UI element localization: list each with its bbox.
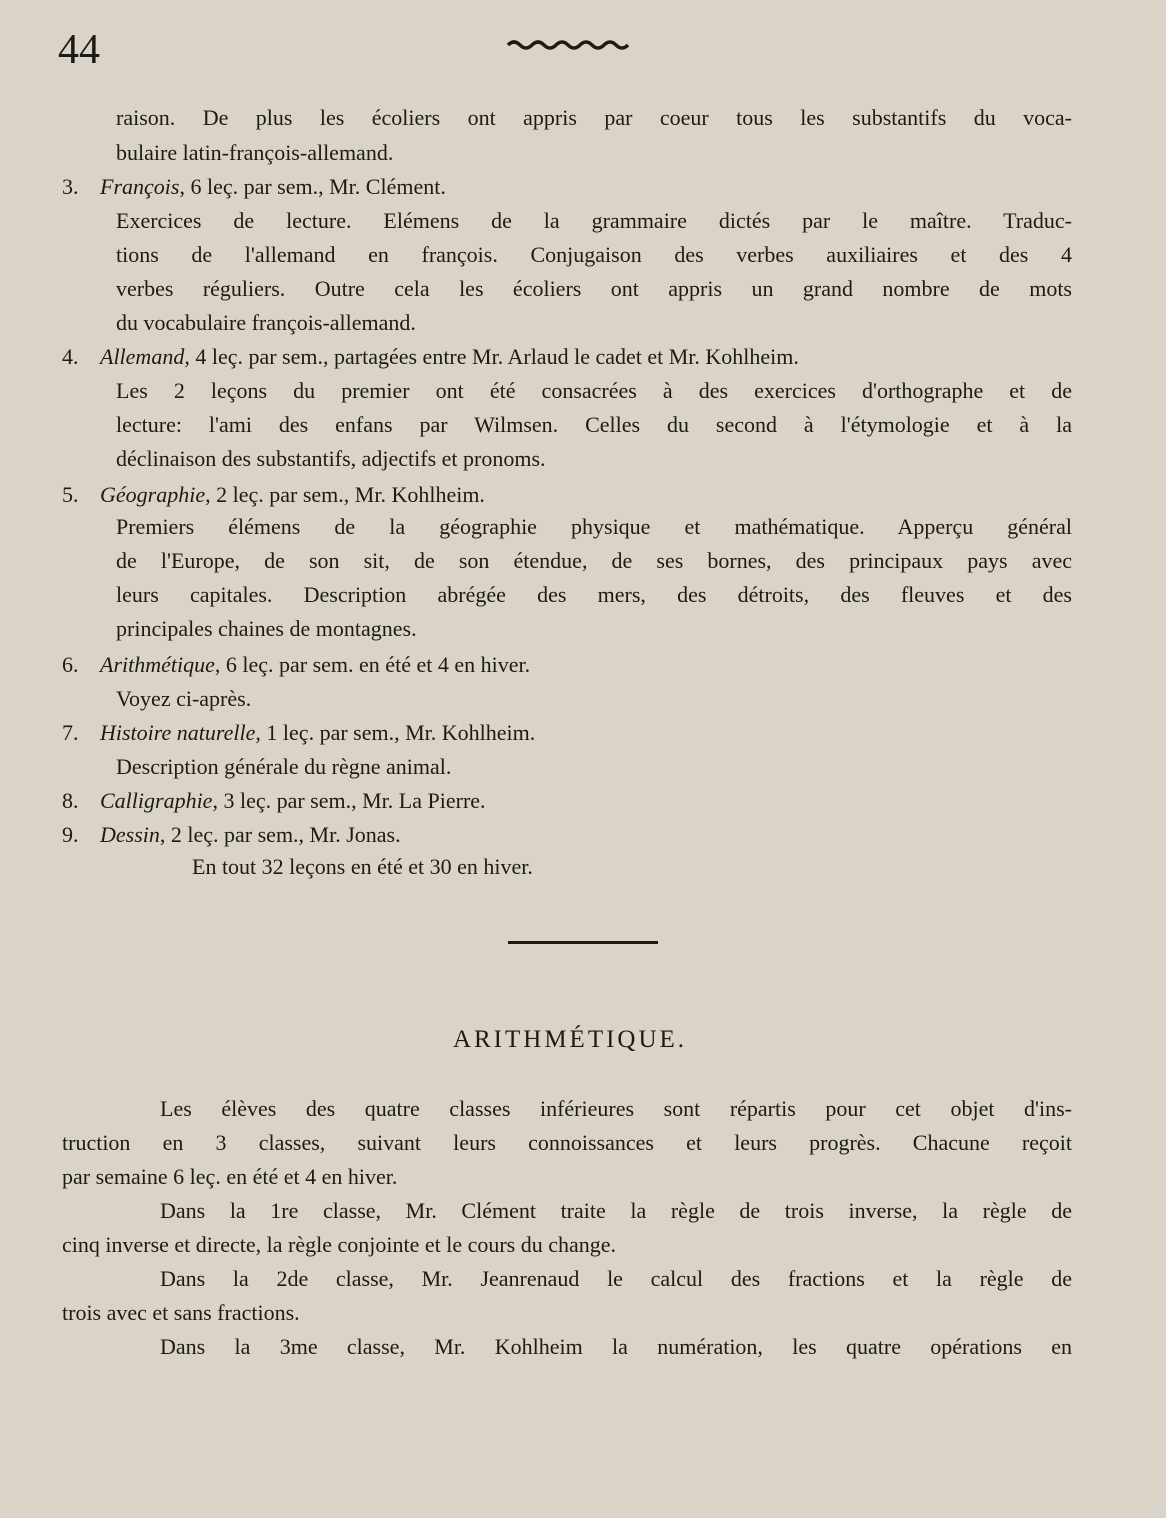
text-line: truction en 3 classes, suivant leurs connoissances et leurs progrès. Chacune reçoit xyxy=(62,1130,1072,1155)
item-details: , 4 leç. par sem., partagées entre Mr. Arlaud le cadet et Mr. Kohlheim. xyxy=(184,344,799,369)
list-item xyxy=(62,786,486,816)
text-line: par semaine 6 leç. en été et 4 en hiver. xyxy=(62,1164,398,1189)
item-subject: Dessin xyxy=(100,822,160,847)
text-line: verbes réguliers. Outre cela les écoliers ont appris un grand nombre de mots xyxy=(116,276,1072,301)
item-subject: Géographie xyxy=(100,482,206,507)
item-number: 7. xyxy=(62,720,79,745)
text-line: bulaire latin-françois-allemand. xyxy=(116,140,394,165)
item-number: 3. xyxy=(62,174,79,199)
item-number: 6. xyxy=(62,652,79,677)
text-line: leurs capitales. Description abrégée des mers, des détroits, des fleuves et des xyxy=(116,582,1072,607)
list-item xyxy=(62,650,530,680)
text-line: Dans la 2de classe, Mr. Jeanrenaud le calcul des fractions et la règle de xyxy=(160,1266,1072,1291)
text-line: de l'Europe, de son sit, de son étendue, de ses bornes, des principaux pays avec xyxy=(116,548,1072,573)
page-number: 44 xyxy=(58,27,100,73)
text-line: Dans la 1re classe, Mr. Clément traite la règle de trois inverse, la règle de xyxy=(160,1198,1072,1223)
item-subject: François xyxy=(100,174,180,199)
list-item xyxy=(62,820,401,850)
item-number: 9. xyxy=(62,822,79,847)
text-line: Exercices de lecture. Elémens de la grammaire dictés par le maître. Traduc- xyxy=(116,208,1072,233)
item-number: 5. xyxy=(62,482,79,507)
item-subject: Arithmétique xyxy=(100,652,215,677)
list-item xyxy=(62,480,485,510)
text-line: En tout 32 leçons en été et 30 en hiver. xyxy=(192,854,533,879)
text-line: du vocabulaire françois-allemand. xyxy=(116,310,416,335)
item-details: , 2 leç. par sem., Mr. Jonas. xyxy=(159,822,401,847)
item-subject: Allemand xyxy=(100,344,185,369)
list-item xyxy=(62,342,1072,372)
list-item xyxy=(62,172,446,202)
section-divider xyxy=(508,941,658,944)
text-line: Dans la 3me classe, Mr. Kohlheim la numération, les quatre opérations en xyxy=(160,1334,1072,1359)
text-line: déclinaison des substantifs, adjectifs et pronoms. xyxy=(116,446,546,471)
text-line: Premiers élémens de la géographie physique et mathématique. Apperçu général xyxy=(116,514,1072,539)
text-line: Description générale du règne animal. xyxy=(116,754,452,779)
item-number: 4. xyxy=(62,344,79,369)
item-details: , 2 leç. par sem., Mr. Kohlheim. xyxy=(205,482,485,507)
item-subject: Calligraphie xyxy=(100,788,213,813)
item-details: , 6 leç. par sem., Mr. Clément. xyxy=(179,174,446,199)
text-line: lecture: l'ami des enfans par Wilmsen. Celles du second à l'étymologie et à la xyxy=(116,412,1072,437)
text-line: tions de l'allemand en françois. Conjugaison des verbes auxiliaires et des 4 xyxy=(116,242,1072,267)
text-line: Voyez ci-après. xyxy=(116,686,252,711)
text-line: trois avec et sans fractions. xyxy=(62,1300,300,1325)
item-details: , 3 leç. par sem., Mr. La Pierre. xyxy=(212,788,486,813)
text-line: cinq inverse et directe, la règle conjointe et le cours du change. xyxy=(62,1232,617,1257)
item-subject: Histoire naturelle xyxy=(100,720,256,745)
item-details: , 1 leç. par sem., Mr. Kohlheim. xyxy=(255,720,536,745)
text-line: principales chaines de montagnes. xyxy=(116,616,417,641)
text-line: Les élèves des quatre classes inférieures sont répartis pour cet objet d'ins- xyxy=(160,1096,1072,1121)
text-line: Les 2 leçons du premier ont été consacrées à des exercices d'orthographe et de xyxy=(116,378,1072,403)
item-number: 8. xyxy=(62,788,79,813)
list-item xyxy=(62,718,535,748)
text-line: raison. De plus les écoliers ont appris par coeur tous les substantifs du voca- xyxy=(116,105,1072,130)
wavy-line-ornament xyxy=(506,38,632,52)
item-details: , 6 leç. par sem. en été et 4 en hiver. xyxy=(214,652,531,677)
section-heading: ARITHMÉTIQUE. xyxy=(452,1026,688,1053)
